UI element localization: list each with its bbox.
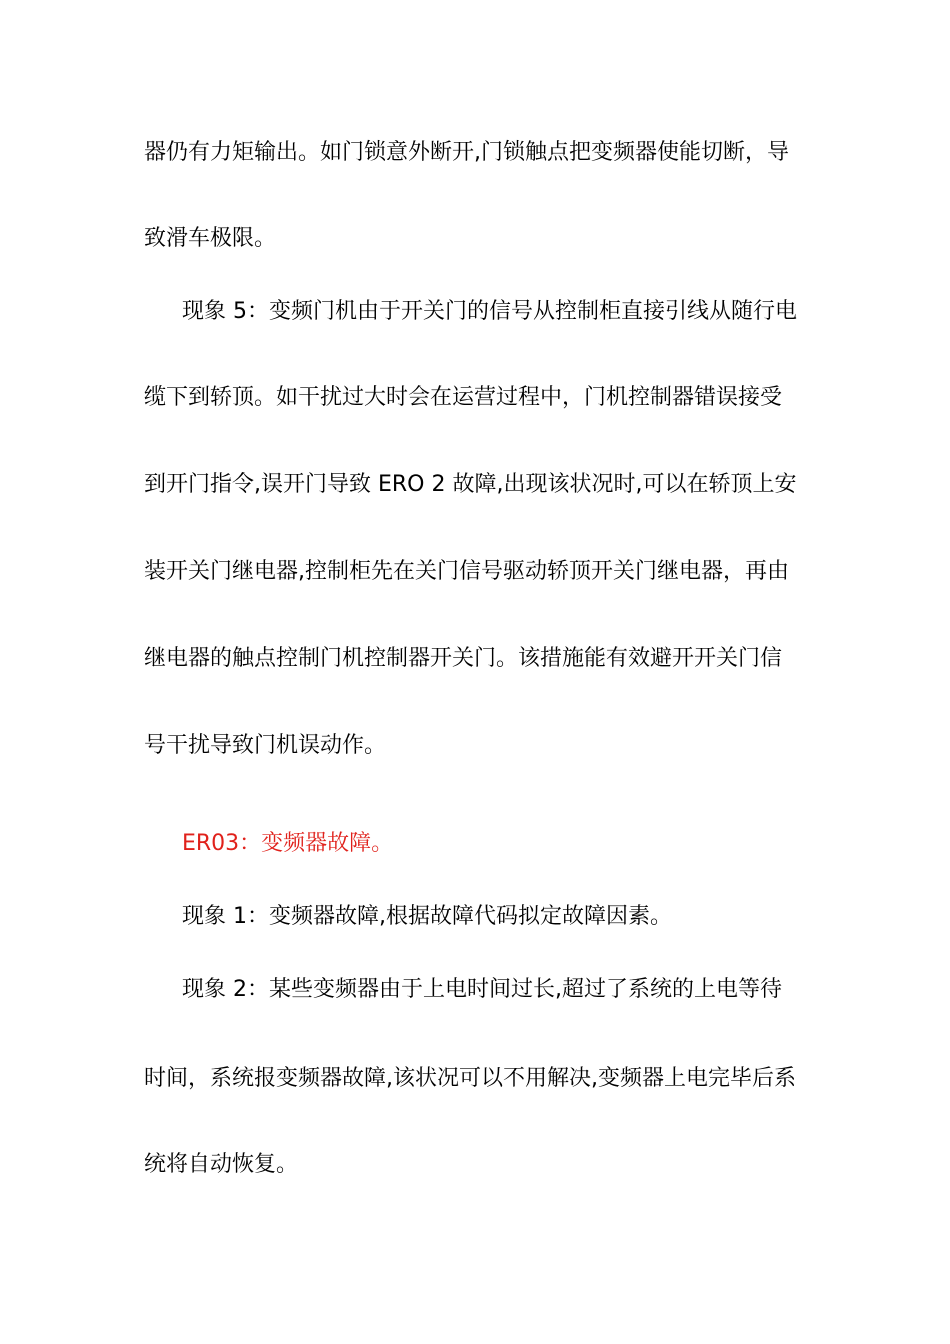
paragraph-line: 致滑车极限。 bbox=[144, 226, 277, 251]
paragraph-line: 统将自动恢复。 bbox=[144, 1152, 299, 1177]
phenomenon-2-line: 现象 2：某些变频器由于上电时间过长,超过了系统的上电等待 bbox=[182, 977, 782, 1002]
paragraph-line: 继电器的触点控制门机控制器开关门。该措施能有效避开开关门信 bbox=[144, 646, 783, 671]
section-heading-er03: ER03：变频器故障。 bbox=[182, 831, 394, 856]
paragraph-line: 时间，系统报变频器故障,该状况可以不用解决,变频器上电完毕后系 bbox=[144, 1066, 796, 1091]
paragraph-line: 器仍有力矩输出。如门锁意外断开,门锁触点把变频器使能切断，导 bbox=[144, 140, 789, 165]
paragraph-line: 号干扰导致门机误动作。 bbox=[144, 733, 387, 758]
paragraph-line: 缆下到轿顶。如干扰过大时会在运营过程中，门机控制器错误接受 bbox=[144, 385, 783, 410]
phenomenon-5-line: 现象 5：变频门机由于开关门的信号从控制柜直接引线从随行电 bbox=[182, 299, 797, 324]
phenomenon-1-line: 现象 1：变频器故障,根据故障代码拟定故障因素。 bbox=[182, 904, 672, 929]
paragraph-line: 到开门指令,误开门导致 ERO 2 故障,出现该状况时,可以在轿顶上安 bbox=[144, 472, 797, 497]
paragraph-line: 装开关门继电器,控制柜先在关门信号驱动轿顶开关门继电器，再由 bbox=[144, 559, 789, 584]
